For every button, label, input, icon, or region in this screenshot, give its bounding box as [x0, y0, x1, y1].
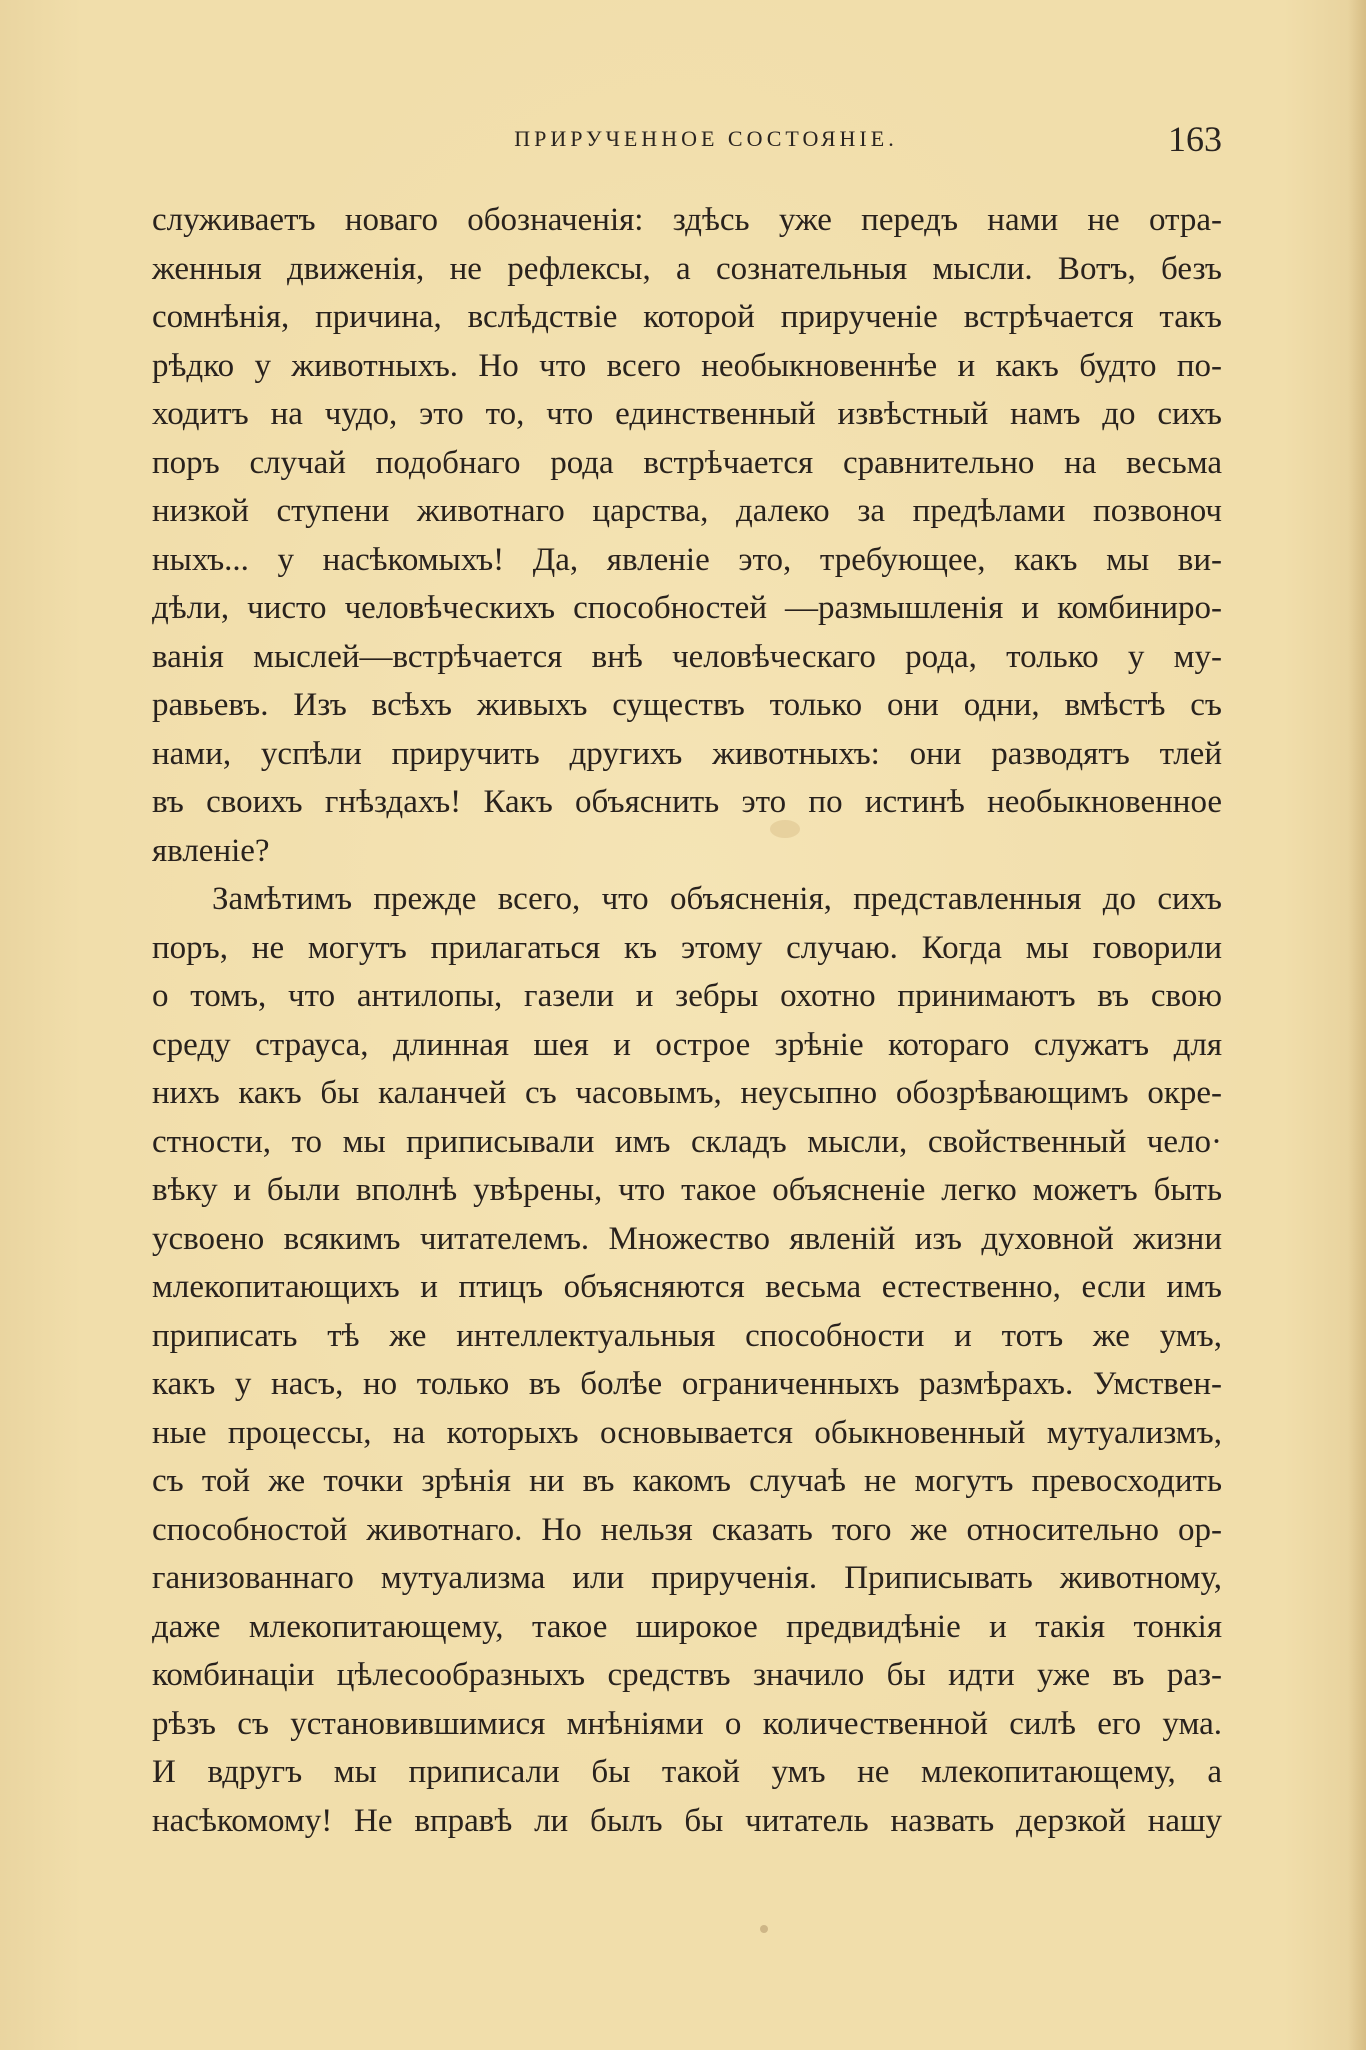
paper-stain: [760, 1925, 768, 1933]
text-line: рѣдко у животныхъ. Но что всего необыкновеннѣе и какъ будто по-: [152, 347, 1222, 384]
text-line: о томъ, что антилопы, газели и зебры охотно принимаютъ въ свою: [152, 978, 1222, 1014]
text-line: ганизованнаго мутуализма или прирученія. Приписывать животному,: [152, 1560, 1222, 1596]
text-line: нихъ какъ бы каланчей съ часовымъ, неусыпно обозрѣвающимъ окре-: [152, 1075, 1222, 1111]
text-line: млекопитающихъ и птицъ объясняются весьма естественно, если имъ: [152, 1269, 1222, 1305]
text-line: сомнѣнія, причина, вслѣдствіе которой прирученіе встрѣчается такъ: [152, 299, 1222, 335]
text-line: среду страуса, длинная шея и острое зрѣніе котораго служатъ для: [152, 1026, 1222, 1063]
page-edge-shadow: [1348, 0, 1366, 2050]
text-line: способностой животнаго. Но нельзя сказать того же относительно ор-: [152, 1511, 1222, 1548]
paragraph: [152, 196, 1222, 875]
text-line: дѣли, чисто человѣческихъ способностей —размышленія и комбиниро-: [152, 590, 1222, 626]
body-text: [152, 196, 1222, 1845]
text-line: вѣку и были вполнѣ увѣрены, что такое объясненіе легко можетъ быть: [152, 1172, 1222, 1208]
text-line: рѣзъ съ установившимися мнѣніями о количественной силѣ его ума.: [152, 1705, 1222, 1742]
text-line: даже млекопитающему, такое широкое предвидѣніе и такія тонкія: [152, 1608, 1222, 1645]
text-line: комбинаціи цѣлесообразныхъ средствъ значило бы идти уже въ раз-: [152, 1657, 1222, 1693]
running-header: [150, 118, 1222, 158]
text-line: женныя движенія, не рефлексы, а сознательныя мысли. Вотъ, безъ: [152, 250, 1222, 287]
text-line: насѣкомому! Не вправѣ ли былъ бы читатель назвать дерзкой нашу: [152, 1802, 1222, 1839]
text-line: служиваетъ новаго обозначенія: здѣсь уже передъ нами не отра-: [152, 202, 1222, 238]
paragraph: [152, 875, 1222, 1845]
text-line: И вдругъ мы приписали бы такой умъ не млекопитающему, а: [152, 1754, 1222, 1790]
text-line: въ своихъ гнѣздахъ! Какъ объяснить это по истинѣ необыкновенное: [152, 784, 1222, 820]
text-line: ходитъ на чудо, это то, что единственный извѣстный намъ до сихъ: [152, 396, 1222, 432]
text-line: поръ случай подобнаго рода встрѣчается сравнительно на весьма: [152, 444, 1222, 481]
text-line: какъ у насъ, но только въ болѣе ограниченныхъ размѣрахъ. Умствен-: [152, 1366, 1222, 1402]
text-line: Замѣтимъ прежде всего, что объясненія, представленныя до сихъ: [212, 881, 1222, 917]
page-number: 163: [1168, 119, 1222, 159]
text-line: стности, то мы приписывали имъ складъ мысли, свойственный чело·: [152, 1123, 1222, 1160]
text-line: равьевъ. Изъ всѣхъ живыхъ существъ только они одни, вмѣстѣ съ: [152, 687, 1222, 723]
text-line: ные процессы, на которыхъ основывается обыкновенный мутуализмъ,: [152, 1414, 1222, 1451]
text-line: низкой ступени животнаго царства, далеко за предѣлами позвоноч: [152, 493, 1222, 529]
text-line: приписать тѣ же интеллектуальныя способности и тотъ же умъ,: [152, 1317, 1222, 1354]
text-line: ванія мыслей—встрѣчается внѣ человѣческаго рода, только у му-: [152, 638, 1222, 675]
text-line: съ той же точки зрѣнія ни въ какомъ случаѣ не могутъ превосходить: [152, 1463, 1222, 1499]
text-line: поръ, не могутъ прилагаться къ этому случаю. Когда мы говорили: [152, 929, 1222, 966]
text-line: усвоено всякимъ читателемъ. Множество явленій изъ духовной жизни: [152, 1220, 1222, 1257]
running-title: ПРИРУЧЕННОЕ СОСТОЯНІЕ.: [514, 126, 898, 151]
text-line: ныхъ... у насѣкомыхъ! Да, явленіе это, требующее, какъ мы ви-: [152, 541, 1222, 578]
text-line: явленіе?: [152, 832, 270, 869]
text-line: нами, успѣли приручить другихъ животныхъ: они разводятъ тлей: [152, 735, 1222, 772]
